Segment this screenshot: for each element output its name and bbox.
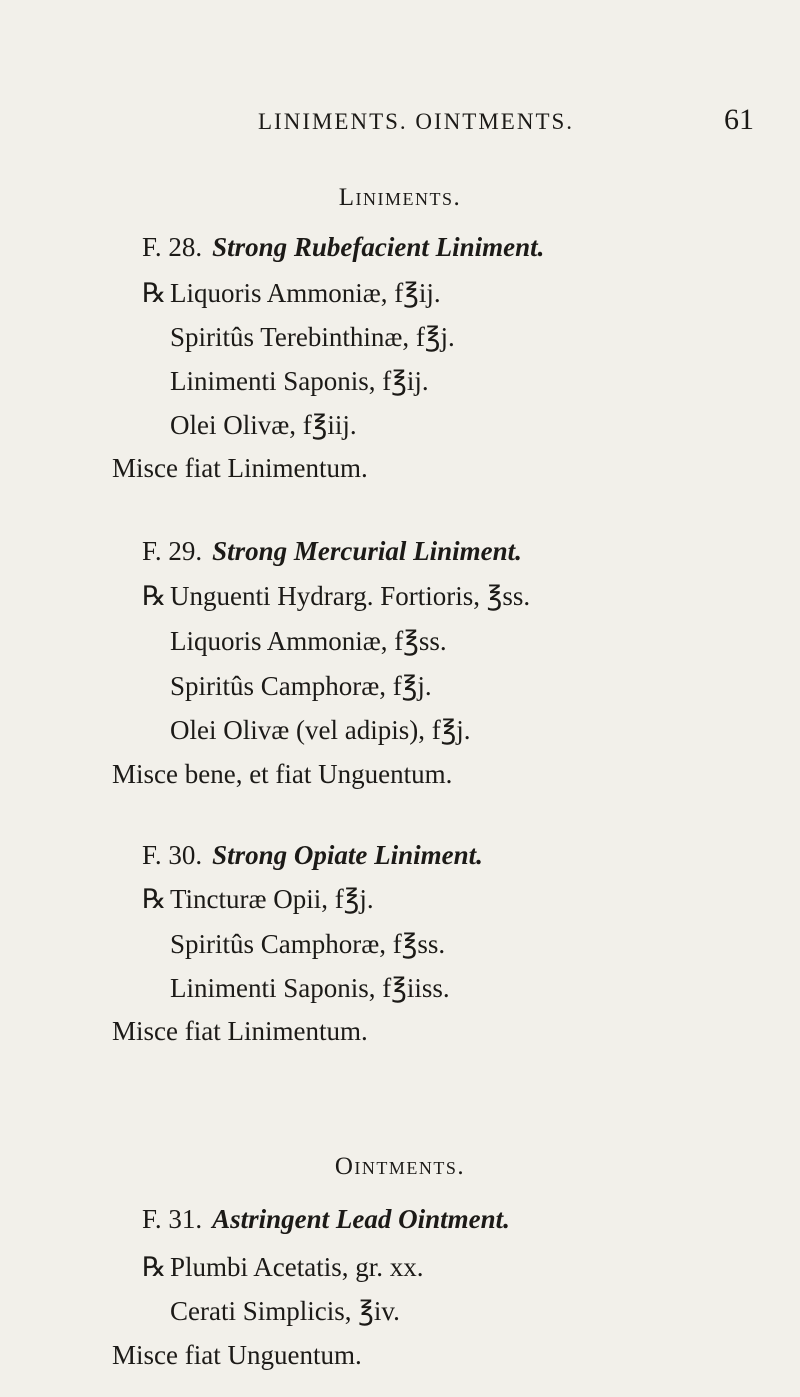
formula-number: F. 30. <box>142 840 203 870</box>
ingredient: Spiritûs Camphoræ, f℥ss. <box>170 929 446 959</box>
section-heading-ointments: Ointments. <box>334 1153 466 1180</box>
formula-name: Strong Rubefacient Liniment. <box>212 232 545 262</box>
ingredient: Olei Olivæ, f℥iij. <box>170 410 357 440</box>
formula-name: Strong Opiate Liniment. <box>212 840 483 870</box>
ingredient: Olei Olivæ (vel adipis), f℥j. <box>170 715 471 745</box>
formula-number: F. 28. <box>142 232 203 262</box>
formula-heading <box>142 1202 510 1236</box>
ingredient-line <box>142 1250 424 1284</box>
formula-heading <box>142 230 544 264</box>
running-head-title: LINIMENTS. OINTMENTS. <box>258 109 575 134</box>
ingredient: Spiritûs Terebinthinæ, f℥j. <box>170 322 455 352</box>
formula-number: F. 29. <box>142 536 203 566</box>
ingredient-line <box>142 276 441 310</box>
recipe-icon: ℞ <box>142 1252 167 1282</box>
formula-instruction: Misce fiat Unguentum. <box>112 1340 362 1370</box>
ingredient: Plumbi Acetatis, gr. xx. <box>170 1252 424 1282</box>
ingredient: Liquoris Ammoniæ, f℥ss. <box>170 626 447 656</box>
ingredient: Cerati Simplicis, ℥iv. <box>170 1296 400 1326</box>
ingredient: Tincturæ Opii, f℥j. <box>170 884 374 914</box>
formula-name: Strong Mercurial Liniment. <box>212 536 522 566</box>
formula-heading <box>142 838 483 872</box>
formula-instruction: Misce fiat Linimentum. <box>112 1016 368 1046</box>
ingredient: Unguenti Hydrarg. Fortioris, ℥ss. <box>170 581 531 611</box>
formula-name: Astringent Lead Ointment. <box>212 1204 510 1234</box>
ingredient-line <box>142 579 530 613</box>
ingredient-line <box>142 882 374 916</box>
ingredient: Spiritûs Camphoræ, f℥j. <box>170 671 432 701</box>
recipe-icon: ℞ <box>142 581 167 611</box>
formula-instruction: Misce fiat Linimentum. <box>112 453 368 483</box>
ingredient: Linimenti Saponis, f℥iiss. <box>170 973 450 1003</box>
ingredient: Linimenti Saponis, f℥ij. <box>170 366 429 396</box>
section-heading-liniments: Liniments. <box>338 184 462 211</box>
recipe-icon: ℞ <box>142 884 167 914</box>
formula-heading <box>142 534 522 568</box>
running-head <box>0 103 800 137</box>
ingredient: Liquoris Ammoniæ, f℥ij. <box>170 278 441 308</box>
page-number: 61 <box>724 103 754 136</box>
recipe-icon: ℞ <box>142 278 167 308</box>
formula-instruction: Misce bene, et fiat Unguentum. <box>112 759 453 789</box>
formula-number: F. 31. <box>142 1204 203 1234</box>
